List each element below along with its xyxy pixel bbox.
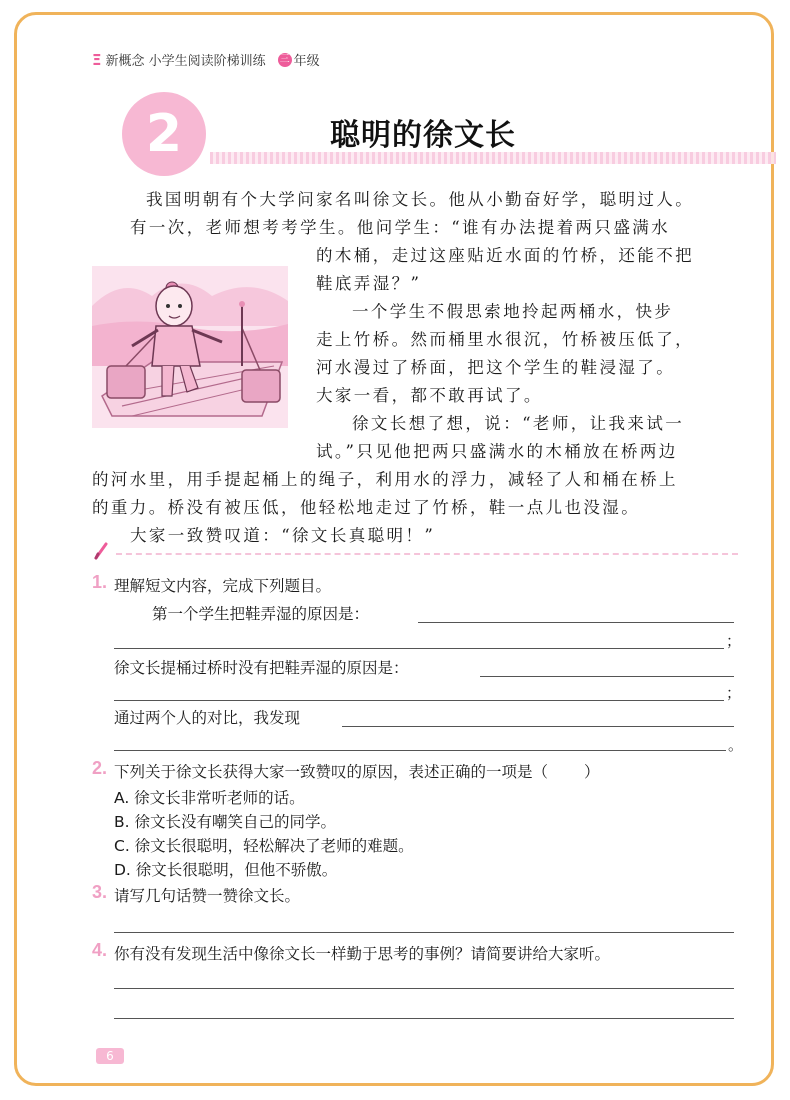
boy-on-bridge-illustration [92, 266, 288, 428]
line-end-punctuation: ； [726, 632, 742, 650]
question-subprompt: 通过两个人的对比，我发现 [114, 709, 301, 727]
choice-option[interactable]: D. 徐文长很聪明，但他不骄傲。 [114, 861, 338, 879]
choice-option[interactable]: A. 徐文长非常听老师的话。 [114, 789, 305, 807]
story-line: 的重力。桥没有被压低，他轻松地走过了竹桥，鞋一点儿也没湿。 [92, 498, 641, 517]
question-prompt: 你有没有发现生活中像徐文长一样勤于思考的事例？请简要讲给大家听。 [114, 945, 611, 963]
question-number: 1. [92, 572, 108, 592]
answer-line[interactable] [114, 988, 734, 989]
answer-line[interactable] [114, 700, 724, 701]
story-line: 走上竹桥。然而桶里水很沉，竹桥被压低了， [316, 330, 694, 349]
section-divider [116, 553, 738, 555]
question-subprompt: 第一个学生把鞋弄湿的原因是： [152, 605, 370, 623]
answer-line[interactable] [114, 1018, 734, 1019]
choice-option[interactable]: C. 徐文长很聪明，轻松解决了老师的难题。 [114, 837, 414, 855]
close-paren: ） [584, 763, 600, 781]
answer-line[interactable] [114, 750, 726, 751]
answer-line[interactable] [418, 622, 734, 623]
series-title: 新概念 小学生阅读阶梯训练 [105, 54, 266, 69]
question-number: 4. [92, 940, 108, 960]
story-line: 试。”只见他把两只盛满水的木桶放在桥两边 [316, 442, 678, 461]
story-line: 有一次，老师想考考学生。他问学生：“谁有办法提着两只盛满水 [130, 218, 671, 237]
story-line: 的河水里，用手提起桶上的绳子，利用水的浮力，减轻了人和桶在桥上 [92, 470, 678, 489]
story-line: 鞋底弄湿？” [316, 274, 422, 293]
question-prompt: 请写几句话赞一赞徐文长。 [114, 887, 301, 905]
story-line: 大家一看，都不敢再试了。 [316, 386, 543, 405]
running-header [92, 50, 320, 69]
series-logo-icon: Ξ [92, 50, 102, 69]
page-number: 6 [96, 1048, 124, 1064]
answer-line[interactable] [114, 932, 734, 933]
story-line: 大家一致赞叹道：“徐文长真聪明！” [130, 526, 436, 545]
story-line: 河水漫过了桥面，把这个学生的鞋浸湿了。 [316, 358, 676, 377]
pen-icon [92, 540, 112, 560]
story-line: 的木桶，走过这座贴近水面的竹桥，还能不把 [316, 246, 694, 265]
story-line: 一个学生不假思索地拎起两桶水，快步 [352, 302, 674, 321]
choice-option[interactable]: B. 徐文长没有嘲笑自己的同学。 [114, 813, 336, 831]
story-line: 我国明朝有个大学问家名叫徐文长。他从小勤奋好学，聪明过人。 [146, 190, 695, 209]
answer-line[interactable] [114, 648, 724, 649]
grade-label: 年级 [293, 54, 320, 69]
question-prompt [114, 760, 600, 782]
story-line: 徐文长想了想，说：“老师，让我来试一 [352, 414, 685, 433]
grade-badge: 三 [279, 53, 290, 65]
answer-line[interactable] [342, 726, 734, 727]
page-frame [14, 12, 774, 1086]
question-subprompt: 徐文长提桶过桥时没有把鞋弄湿的原因是： [114, 659, 409, 677]
question-number: 3. [92, 882, 108, 902]
question-number: 2. [92, 758, 108, 778]
line-end-punctuation: ； [726, 684, 742, 702]
answer-line[interactable] [480, 676, 734, 677]
lesson-title: 聪明的徐文长 [330, 118, 516, 153]
line-end-punctuation: 。 [728, 736, 744, 754]
lesson-number-badge: 2 [122, 92, 206, 176]
question-prompt: 理解短文内容，完成下列题目。 [114, 577, 332, 595]
question-prompt-text: 下列关于徐文长获得大家一致赞叹的原因，表述正确的一项是（ [114, 763, 549, 781]
